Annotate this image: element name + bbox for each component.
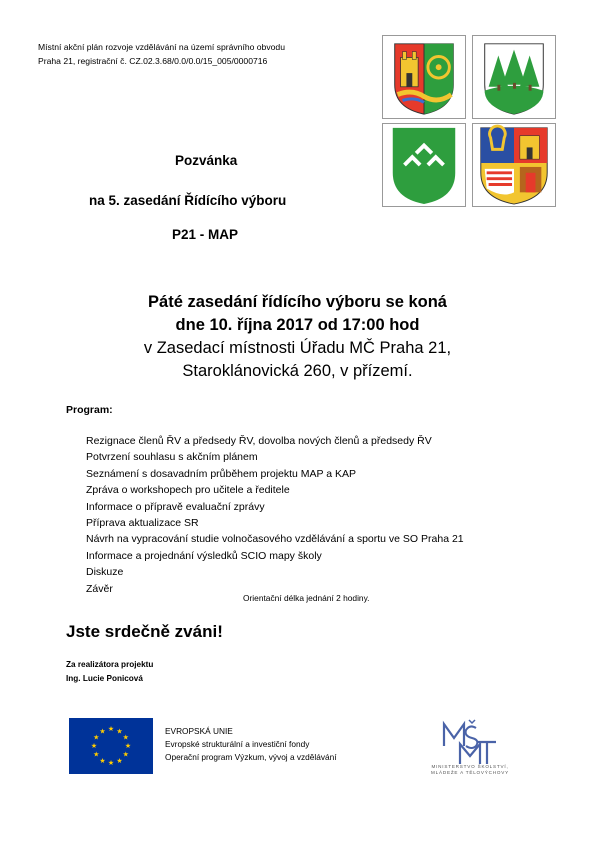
meeting-line-1: Páté zasedání řídícího výboru se koná [148,293,447,311]
header-line-1: Místní akční plán rozvoje vzdělávání na území správního obvodu [38,42,285,52]
crest-green-peaks-icon [382,123,466,207]
eu-programme: Operační program Výzkum, vývoj a vzdělávání [165,752,337,762]
list-item: Zpráva o workshopech pro učitele a ředitele [86,484,290,497]
msmt-logo [414,716,526,776]
meeting-place: v Zasedací místnosti Úřadu MČ Praha 21, [143,339,452,357]
eu-flag-icon [69,718,153,774]
eu-star-icon: ★ [116,728,123,736]
invitation-title: Pozvánka [175,153,238,168]
signature-block [66,658,153,686]
eu-star-icon: ★ [90,743,98,751]
list-item: Informace a projednání výsledků SCIO mapy školy [86,549,322,562]
meeting-duration: Orientační délka jednání 2 hodiny. [243,593,370,603]
eu-star-icon: ★ [122,734,129,742]
list-item: Příprava aktualizace SR [86,517,199,530]
meeting-details [0,291,595,383]
eu-star-icon: ★ [124,743,132,751]
eu-star-icon: ★ [99,728,106,736]
eu-funding-text [165,725,337,764]
list-item: Závěr [86,582,113,595]
meeting-date: dne 10. října 2017 od 17:00 hod [175,316,420,334]
project-header [38,40,368,68]
invitation-subtitle: na 5. zasedání Řídícího výboru [89,193,287,208]
eu-star-icon: ★ [116,757,123,765]
signature-role: Za realizátora projektu [66,660,154,669]
list-item: Rezignace členů ŘV a předsedy ŘV, dovolba nových členů a předsedy ŘV [86,435,432,447]
eu-star-icon: ★ [107,760,115,768]
eu-star-icon: ★ [93,734,100,742]
msmt-text-1: MINISTERSTVO ŠKOLSTVÍ, [431,764,509,769]
list-item: Informace o přípravě evaluační zprávy [86,500,265,513]
eu-star-icon: ★ [107,726,115,734]
program-label: Program: [66,404,113,416]
list-item: Diskuze [86,566,124,579]
welcome-text: Jste srdečně zváni! [66,622,223,641]
list-item: Potvrzení souhlasu s akčním plánem [86,451,258,464]
msmt-text-2: MLÁDEŽE A TĚLOVÝCHOVY [431,770,509,775]
meeting-address: Staroklánovická 260, v přízemí. [182,362,413,380]
crest-koloděje-icon [382,35,466,119]
header-line-2: Praha 21, registrační č. CZ.02.3.68/0.0/0.0/15_005/0000716 [38,56,268,66]
eu-star-icon: ★ [93,751,100,759]
crest-forest-icon [472,35,556,119]
eu-funds: Evropské strukturální a investiční fondy [165,739,310,749]
crest-praha21-icon [472,123,556,207]
signature-name: Ing. Lucie Ponicová [66,674,143,683]
eu-star-icon: ★ [122,751,129,759]
program-list [86,433,464,597]
eu-star-icon: ★ [99,757,106,765]
eu-title: EVROPSKÁ UNIE [165,726,233,736]
list-item: Seznámení s dosavadním průběhem projektu MAP a KAP [86,467,357,480]
invitation-project: P21 - MAP [172,227,239,242]
crest-grid [382,35,558,211]
list-item: Návrh na vypracování studie volnočasového vzdělávání a sportu ve SO Praha 21 [86,533,464,546]
